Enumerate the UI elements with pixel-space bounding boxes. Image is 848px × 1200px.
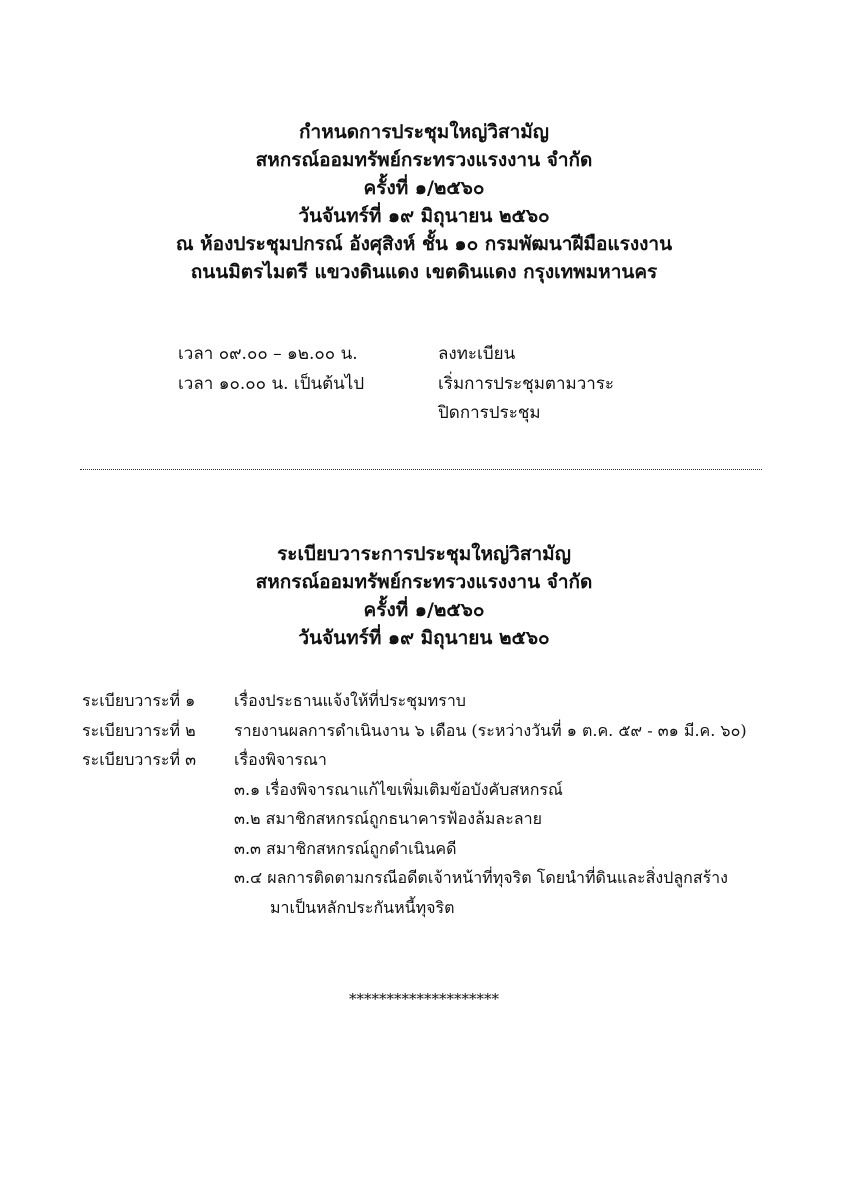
schedule-time xyxy=(178,399,438,429)
schedule-activity: เริ่มการประชุมตามวาระ xyxy=(438,373,615,394)
agenda-list xyxy=(82,686,782,922)
schedule-activity: ปิดการประชุม xyxy=(438,403,541,423)
agenda-heading xyxy=(0,540,848,652)
end-stars: ******************** xyxy=(349,990,499,1008)
agenda-subitem-continuation: มาเป็นหลักประกันหนี้ทุจริต xyxy=(270,897,455,917)
agenda-item-label: ระเบียบวาระที่ ๑ xyxy=(82,691,196,710)
agenda-item-text: เรื่องพิจารณา xyxy=(234,750,327,769)
agenda-item xyxy=(82,716,782,746)
agenda-item-label: ระเบียบวาระที่ ๒ xyxy=(82,720,196,740)
agenda-subitem: ๓.๓ สมาชิกสหกรณ์ถูกดำเนินคดี xyxy=(234,838,457,858)
schedule-row xyxy=(178,340,614,370)
heading-line: วันจันทร์ที่ ๑๙ มิถุนายน ๒๕๖๐ xyxy=(298,627,550,649)
schedule-heading xyxy=(0,118,848,286)
heading-line: สหกรณ์ออมทรัพย์กระทรวงแรงงาน จำกัด xyxy=(255,149,593,171)
agenda-item xyxy=(82,686,782,716)
agenda-item-text: รายงานผลการดำเนินงาน ๖ เดือน (ระหว่างวันที่ ๑ ต.ค. ๕๙ - ๓๑ มี.ค. ๖๐) xyxy=(234,720,747,740)
schedule-time: เวลา ๐๙.๐๐ – ๑๒.๐๐ น. xyxy=(178,344,358,364)
agenda-item-text: เรื่องประธานแจ้งให้ที่ประชุมทราบ xyxy=(234,691,466,710)
schedule-time: เวลา ๑๐.๐๐ น. เป็นต้นไป xyxy=(178,373,365,394)
agenda-subitem: ๓.๑ เรื่องพิจารณาแก้ไขเพิ่มเติมข้อบังคับสหกรณ์ xyxy=(234,779,563,799)
agenda-subitem: ๓.๒ สมาชิกสหกรณ์ถูกธนาคารฟ้องล้มละลาย xyxy=(234,809,542,828)
heading-line: ระเบียบวาระการประชุมใหญ่วิสามัญ xyxy=(277,543,571,565)
agenda-item-label: ระเบียบวาระที่ ๓ xyxy=(82,750,197,769)
heading-line: วันจันทร์ที่ ๑๙ มิถุนายน ๒๕๖๐ xyxy=(298,205,550,227)
heading-line: ครั้งที่ ๑/๒๕๖๐ xyxy=(363,177,485,199)
heading-line: สหกรณ์ออมทรัพย์กระทรวงแรงงาน จำกัด xyxy=(255,571,593,593)
heading-line: ครั้งที่ ๑/๒๕๖๐ xyxy=(363,599,485,621)
agenda-subitem: ๓.๔ ผลการติดตามกรณีอดีตเจ้าหน้าที่ทุจริต โดยนำที่ดินและสิ่งปลูกสร้าง xyxy=(234,868,728,887)
schedule-table xyxy=(178,340,614,429)
dotted-divider xyxy=(80,469,762,470)
schedule-activity: ลงทะเบียน xyxy=(438,344,516,364)
heading-line: ถนนมิตรไมตรี แขวงดินแดง เขตดินแดง กรุงเทพมหานคร xyxy=(190,261,658,283)
heading-line: กำหนดการประชุมใหญ่วิสามัญ xyxy=(299,121,549,143)
schedule-row xyxy=(178,370,614,400)
schedule-row xyxy=(178,399,614,429)
agenda-item xyxy=(82,745,782,775)
heading-line: ณ ห้องประชุมปกรณ์ อังศุสิงห์ ชั้น ๑๐ กรมพัฒนาฝีมือแรงงาน xyxy=(175,233,673,255)
